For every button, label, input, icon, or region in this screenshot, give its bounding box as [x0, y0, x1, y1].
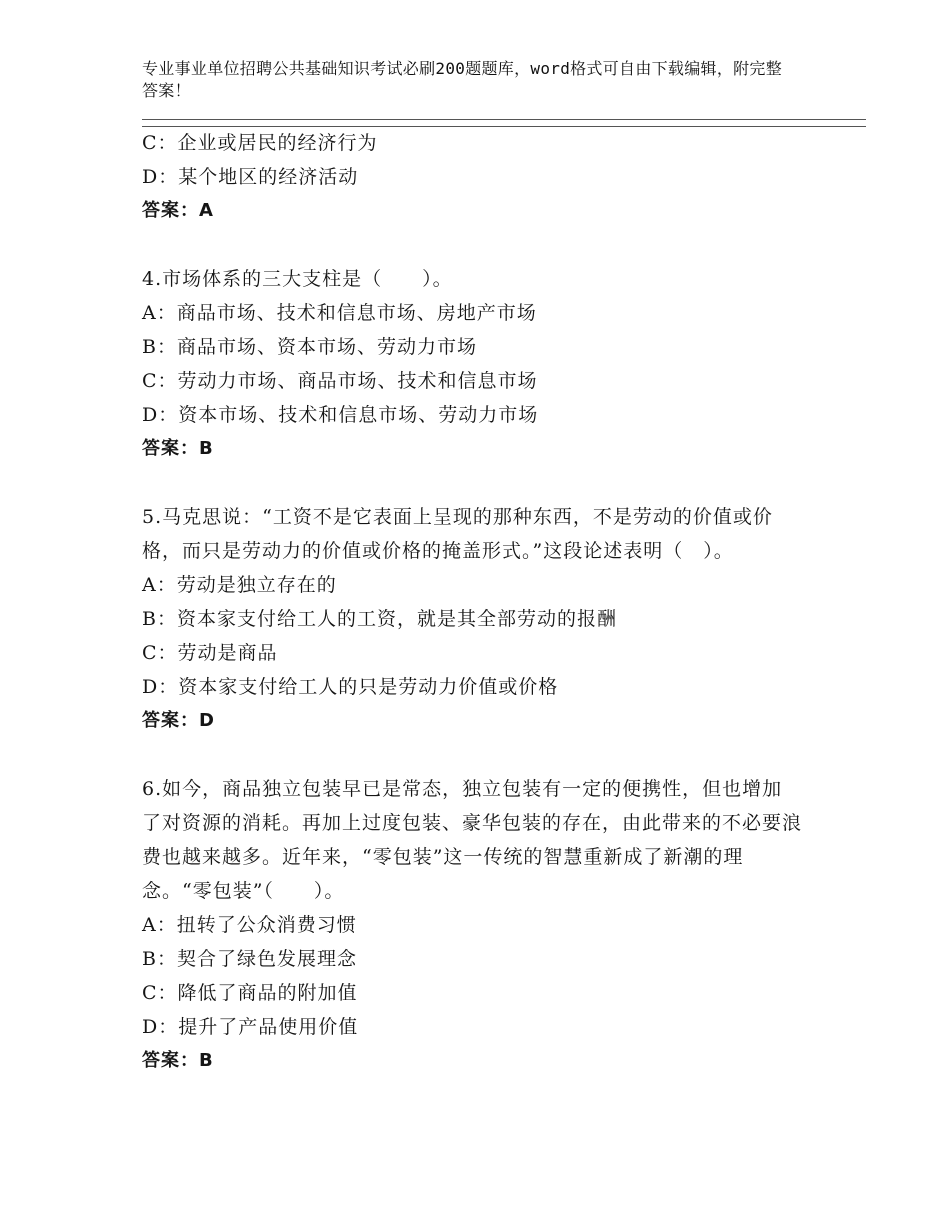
- option-c: C：劳动是商品: [142, 642, 278, 664]
- answer-line: 答案：B: [142, 1050, 214, 1071]
- option-a: A：扭转了公众消费习惯: [142, 914, 357, 936]
- option-b: B：契合了绿色发展理念: [142, 948, 357, 970]
- option-c: C：企业或居民的经济行为: [142, 132, 378, 154]
- answer-line: 答案：B: [142, 438, 214, 459]
- option-d: D：资本市场、技术和信息市场、劳动力市场: [142, 404, 539, 426]
- answer-line: 答案：D: [142, 710, 215, 731]
- question-6: [142, 772, 802, 1078]
- option-d: D：某个地区的经济活动: [142, 166, 359, 188]
- header-text: 专业事业单位招聘公共基础知识考试必刷200题题库，word格式可自由下载编辑，附完整答案！: [142, 59, 783, 100]
- question-stem: 4.市场体系的三大支柱是（ ）。: [142, 268, 453, 290]
- option-c: C：降低了商品的附加值: [142, 982, 358, 1004]
- question-4: [142, 262, 802, 466]
- question-body: [142, 126, 802, 1078]
- question-stem: 5.马克思说：“工资不是它表面上呈现的那种东西，不是劳动的价值或价格，而只是劳动力的价值或价格的掩盖形式。”这段论述表明（ ）。: [142, 506, 773, 562]
- answer-line: 答案：A: [142, 200, 214, 221]
- carryover-block: [142, 126, 802, 228]
- question-5: [142, 500, 802, 738]
- option-d: D：资本家支付给工人的只是劳动力价值或价格: [142, 676, 559, 698]
- option-b: B：商品市场、资本市场、劳动力市场: [142, 336, 477, 358]
- option-c: C：劳动力市场、商品市场、技术和信息市场: [142, 370, 538, 392]
- question-stem: 6.如今，商品独立包装早已是常态，独立包装有一定的便携性，但也增加了对资源的消耗。再加上过度包装、豪华包装的存在，由此带来的不必要浪费也越来越多。近年来，“零包装”这一传统的智慧重新成了新潮的理念。“零包装”（ ）。: [142, 778, 803, 902]
- page-header: [142, 58, 792, 102]
- option-a: A：劳动是独立存在的: [142, 574, 337, 596]
- option-b: B：资本家支付给工人的工资，就是其全部劳动的报酬: [142, 608, 617, 630]
- option-a: A：商品市场、技术和信息市场、房地产市场: [142, 302, 537, 324]
- option-d: D：提升了产品使用价值: [142, 1016, 359, 1038]
